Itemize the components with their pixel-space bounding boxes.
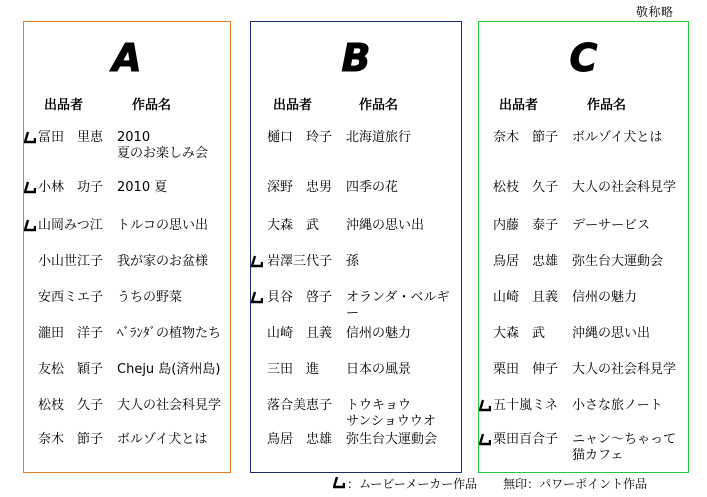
author-name: 落合美恵子 (267, 398, 333, 413)
work-title: 孫 (346, 254, 360, 269)
author-name: 内藤 泰子 (493, 218, 559, 233)
work-title: 沖縄の思い出 (346, 218, 425, 233)
header-author: 出品者 (44, 98, 84, 113)
author-name: 冨田 里恵 (38, 130, 104, 145)
work-title: ボルゾイ犬とは (572, 130, 663, 145)
author-name: 岩澤三代子 (267, 254, 333, 269)
author-name: 松枝 久子 (38, 398, 104, 413)
movie-maker-mark-icon (251, 255, 263, 268)
movie-maker-mark-icon (24, 131, 36, 144)
author-name: 小山世江子 (38, 254, 104, 269)
author-name: 山崎 且義 (493, 290, 559, 305)
honorific-note: 敬称略 (636, 5, 674, 19)
work-title: ﾍﾞﾗﾝﾀﾞの植物たち (117, 326, 222, 341)
movie-maker-mark-icon (24, 219, 36, 232)
work-title: オランダ・ベルギー (346, 290, 450, 321)
movie-maker-mark-icon (479, 399, 491, 412)
work-title: 我が家のお盆様 (117, 254, 209, 269)
author-name: 大森 武 (267, 218, 320, 233)
work-title: 大人の社会科見学 (572, 180, 677, 195)
column-c-box (478, 21, 689, 473)
legend (333, 475, 647, 492)
work-title: トルコの思い出 (117, 218, 209, 233)
header-author: 出品者 (273, 98, 313, 113)
author-name: 栗田百合子 (493, 432, 559, 447)
movie-maker-mark-icon (24, 181, 36, 194)
author-name: 深野 忠男 (267, 180, 333, 195)
column-b-box (250, 21, 462, 473)
work-title: 弥生台大運動会 (346, 432, 438, 447)
author-name: 三田 進 (267, 362, 320, 377)
column-title: B (341, 36, 371, 80)
work-title: 日本の風景 (346, 362, 412, 377)
author-name: 鳥居 忠雄 (493, 254, 559, 269)
work-title: ボルゾイ犬とは (117, 432, 208, 447)
author-name: 山崎 且義 (267, 326, 333, 341)
work-title: 四季の花 (346, 180, 399, 195)
author-name: 友松 穎子 (38, 362, 104, 377)
author-name: 五十嵐ミネ (493, 398, 559, 413)
movie-maker-mark-icon (251, 291, 263, 304)
work-title: Cheju 島(済州島) (117, 362, 221, 377)
work-title: 2010 夏のお楽しみ会 (117, 130, 209, 161)
movie-maker-mark-icon (479, 433, 491, 446)
author-name: 樋口 玲子 (267, 130, 333, 145)
work-title: 大人の社会科見学 (117, 398, 222, 413)
column-title: C (569, 36, 598, 80)
author-name: 山岡みつ江 (38, 218, 103, 233)
header-author: 出品者 (499, 98, 539, 113)
work-title: 沖縄の思い出 (572, 326, 651, 341)
author-name: 小林 功子 (38, 180, 104, 195)
work-title: デーサービス (572, 218, 651, 233)
column-title: A (112, 36, 142, 80)
work-title: 信州の魅力 (346, 326, 412, 341)
column-a-box (23, 21, 231, 473)
work-title: 小さな旅ノート (572, 398, 663, 413)
header-work: 作品名 (587, 98, 627, 113)
author-name: 栗田 伸子 (493, 362, 559, 377)
legend-powerpoint: 無印：パワーポイント作品 (503, 477, 648, 491)
work-title: うちの野菜 (117, 290, 183, 305)
work-title: 北海道旅行 (346, 130, 412, 145)
author-name: 松枝 久子 (493, 180, 559, 195)
legend-movie-maker: ：ムービーメーカー作品 (347, 477, 478, 491)
author-name: 瀧田 洋子 (38, 326, 104, 341)
author-name: 安西ミエ子 (38, 290, 104, 305)
author-name: 奈木 節子 (493, 130, 559, 145)
work-title: ニャン～ちゃって 猫カフェ (572, 432, 677, 463)
author-name: 大森 武 (493, 326, 546, 341)
work-title: 大人の社会科見学 (572, 362, 677, 377)
author-name: 奈木 節子 (38, 432, 104, 447)
header-work: 作品名 (132, 98, 172, 113)
work-title: トウキョウ サンショウウオ (346, 398, 436, 429)
author-name: 貝谷 啓子 (267, 290, 333, 305)
author-name: 鳥居 忠雄 (267, 432, 333, 447)
work-title: 2010 夏 (117, 180, 168, 195)
work-title: 信州の魅力 (572, 290, 638, 305)
header-work: 作品名 (359, 98, 399, 113)
work-title: 弥生台大運動会 (572, 254, 664, 269)
